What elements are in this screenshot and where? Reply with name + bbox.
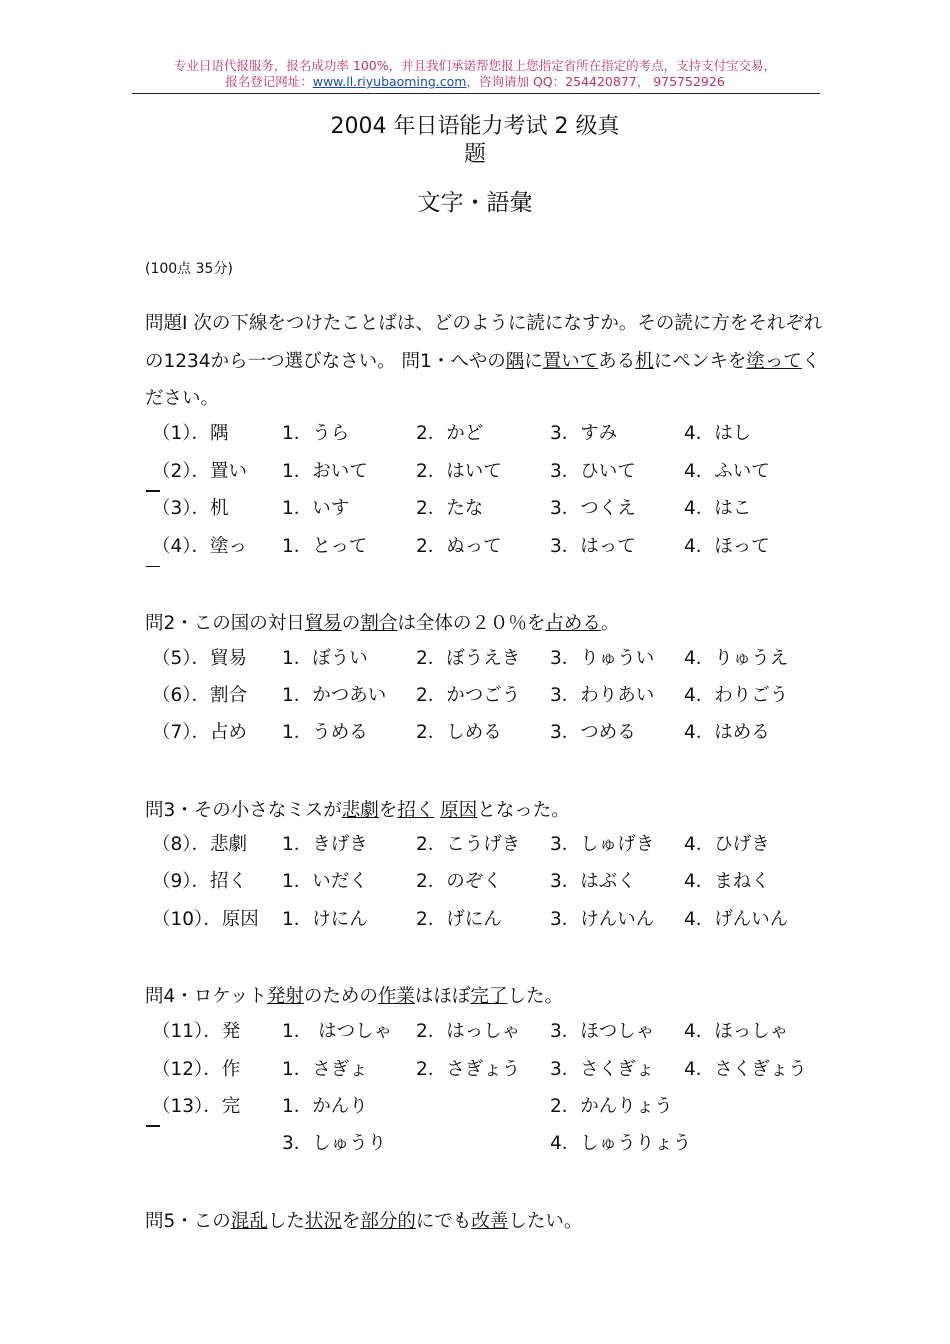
choice-4: 4．さくぎょう [684,1059,807,1080]
choice-2: 2．げにん [416,909,502,930]
register-url-link[interactable]: www.ll.riyubaoming.com [312,74,467,89]
choice-2: 2．のぞく [416,871,502,892]
choice-2: 2．かど [416,423,484,444]
choice-3: 3．はぶく [550,871,636,892]
item-label: （4）．塗っ [152,536,248,557]
item-label: （9）．招く [152,871,248,892]
item-label: （11）．発 [152,1021,241,1042]
choice-1: 1．かんり [282,1096,368,1117]
header-divider [132,93,820,94]
sentence-text: を [378,800,398,821]
question-2-sentence [145,609,619,639]
question-3-sentence [145,796,570,826]
item-label: （5）．貿易 [152,648,248,669]
choice-4: 4．はし [684,423,752,444]
choice-2: 2．かんりょう [550,1096,673,1117]
sentence-text: の [341,613,361,634]
item-label: （7）．占め [152,722,248,743]
underlined-word: 占める [545,613,601,634]
choice-1: 1．いす [282,498,350,519]
sentence-text: 問3・その小さなミスが [145,800,342,821]
sentence-text: 問4・ロケット [145,986,267,1007]
sentence-text: のための [303,986,378,1007]
item-label: （1）．隅 [152,423,229,444]
choice-3: 3．つくえ [550,498,636,519]
choice-1: 1．ぼうい [282,648,368,669]
underlined-word: 悲劇 [341,800,379,821]
underlined-word: 隅 [505,350,525,372]
section1-instruction [145,305,835,418]
choice-3: 3．しゅげき [550,834,655,855]
underlined-word: 塗って [746,350,802,372]
underlined-word: 机 [635,350,654,372]
choice-4: 4．しゅうりょう [550,1133,692,1154]
choice-4: 4．げんいん [684,909,789,930]
site-header [130,58,820,90]
sentence-text: ある [598,350,636,372]
page-title-continued: 题 [463,142,486,167]
underlined-word: 発射 [266,986,304,1007]
underlined-word: 貿易 [304,613,342,634]
underlined-word: 完了 [470,986,508,1007]
choice-4: 4．まねく [684,871,770,892]
choice-2: 2．さぎょう [416,1059,521,1080]
sentence-text: ください。 [145,350,821,409]
choice-4: 4．はこ [684,498,752,519]
choice-2: 2．ぬって [416,536,502,557]
choice-1: 1．いだく [282,871,368,892]
underlined-word: 状況 [304,1211,342,1232]
question-5-sentence [145,1207,582,1237]
item-label: （2）．置い [152,461,248,482]
choice-1: 1． はつしゃ [282,1021,393,1042]
choice-4: 4．はめる [684,722,770,743]
item-label: （12）．作 [152,1059,241,1080]
choice-3: 3．わりあい [550,685,655,706]
sentence-text: はほぼ [414,986,471,1007]
choice-1: 1．けにん [282,909,368,930]
choice-2: 2．こうげき [416,834,521,855]
sentence-text: となった。 [477,800,570,821]
stray-mark [146,566,160,567]
choice-1: 1．さぎょ [282,1059,368,1080]
sentence-text: にでも [415,1211,472,1232]
header-register-label: 报名登记网址： [225,74,313,89]
stray-mark [146,1125,160,1127]
choice-4: 4．ほっしゃ [684,1021,789,1042]
choice-1: 1．とって [282,536,368,557]
header-line-1: 专业日语代报服务，报名成功率 100%，并且我们承诺帮您报上您指定省所在指定的考点，支持支付宝交易， [173,58,777,73]
choice-2: 2．ぼうえき [416,648,521,669]
underlined-word: 部分的 [360,1211,416,1232]
sentence-text: にペンキを [653,350,747,372]
choice-3: 3．さくぎょ [550,1059,655,1080]
header-contact-qq: ，咨询请加 QQ：254420877， 975752926 [466,74,725,89]
underlined-word: 招く [397,800,435,821]
choice-3: 3．りゅうい [550,648,655,669]
underlined-word: 混乱 [230,1211,268,1232]
sentence-text: した [267,1211,305,1232]
page-title: 2004 年日语能力考试 2 级真 [330,114,620,139]
sentence-text: 問2・この国の対日 [145,613,305,634]
item-label: （3）．机 [152,498,229,519]
sentence-text: は全体の２０％を [397,613,546,634]
question-4-sentence [145,982,563,1012]
underlined-word: 改善 [471,1211,509,1232]
sentence-text: を [341,1211,361,1232]
score-time-note: (100点 35分) [145,261,233,277]
choice-2: 2．たな [416,498,484,519]
item-label: （13）．完 [152,1096,241,1117]
choice-3: 3．ほつしゃ [550,1021,655,1042]
choice-1: 1．うめる [282,722,368,743]
item-label: （10）．原因 [152,909,259,930]
header-line-2 [130,74,820,90]
choice-2: 2．かつごう [416,685,521,706]
choice-4: 4．ほって [684,536,770,557]
sentence-text: に [524,350,543,372]
underlined-word: 作業 [377,986,415,1007]
choice-1: 1．おいて [282,461,368,482]
underlined-word: 置いて [542,350,599,372]
choice-2: 2．しめる [416,722,502,743]
stray-mark [146,490,160,492]
item-label: （6）．割合 [152,685,248,706]
sentence-text: したい。 [508,1211,583,1232]
choice-4: 4．わりごう [684,685,789,706]
choice-3: 3．けんいん [550,909,655,930]
choice-3: 3．つめる [550,722,636,743]
choice-1: 1．きげき [282,834,368,855]
sentence-text: 。 [600,613,620,634]
choice-4: 4．りゅうえ [684,648,789,669]
choice-3: 3．ひいて [550,461,636,482]
choice-1: 1．うら [282,423,350,444]
choice-1: 1．かつあい [282,685,387,706]
choice-3: 3．しゅうり [282,1133,387,1154]
choice-3: 3．はって [550,536,636,557]
choice-2: 2．はいて [416,461,502,482]
choice-4: 4．ふいて [684,461,770,482]
sentence-text: した。 [507,986,563,1007]
item-label: （8）．悲劇 [152,834,248,855]
underlined-word: 原因 [440,800,478,821]
section-subtitle: 文字・語彙 [417,190,533,216]
choice-2: 2．はっしゃ [416,1021,521,1042]
choice-3: 3．すみ [550,423,618,444]
sentence-text: 問5・この [145,1211,231,1232]
instruction-text: 問題Ⅰ 次の下線をつけたことばは、どのように読になすか。その読に方をそれぞれの1234から一つ選びなさい。 問1・へやの [145,313,823,372]
underlined-word: 割合 [360,613,398,634]
choice-4: 4．ひげき [684,834,770,855]
